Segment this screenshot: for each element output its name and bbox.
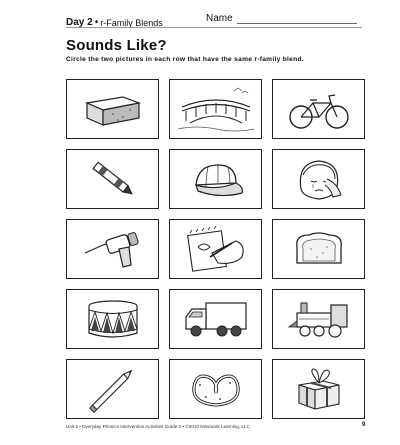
drum-icon <box>73 293 153 345</box>
truck-icon <box>176 293 256 345</box>
bread-icon <box>279 223 359 275</box>
picture-cell-bicycle[interactable] <box>272 79 365 139</box>
header-subtitle: r-Family Blends <box>100 18 163 28</box>
drill-icon <box>73 223 153 275</box>
instructions: Circle the two pictures in each row that have the same r-family blend. <box>66 56 304 63</box>
name-field-group <box>206 13 357 24</box>
picture-cell-girl-crying[interactable] <box>272 149 365 209</box>
header-rule <box>66 27 362 28</box>
picture-cell-crayon[interactable] <box>66 149 159 209</box>
name-label: Name <box>206 13 233 24</box>
picture-cell-bread[interactable] <box>272 219 365 279</box>
crayon-icon <box>73 153 153 205</box>
page-title: Sounds Like? <box>66 37 167 54</box>
drawing-hand-icon <box>176 223 256 275</box>
day-label: Day 2 <box>66 17 93 28</box>
picture-cell-drill[interactable] <box>66 219 159 279</box>
picture-cell-brick[interactable] <box>66 79 159 139</box>
present-icon <box>279 363 359 415</box>
header-separator: • <box>94 17 99 28</box>
brick-icon <box>73 83 153 135</box>
pencil-icon <box>73 363 153 415</box>
picture-grid <box>66 79 365 419</box>
girl-crying-icon <box>279 153 359 205</box>
cap-icon <box>176 153 256 205</box>
picture-cell-train[interactable] <box>272 289 365 349</box>
footer: Unit 2 • Everyday Phonics Intervention Activities Grade 2 • ©2010 Newmark Learning, LLC <box>66 424 250 429</box>
header <box>66 10 362 28</box>
picture-cell-present[interactable] <box>272 359 365 419</box>
picture-cell-pretzel[interactable] <box>169 359 262 419</box>
picture-cell-pencil[interactable] <box>66 359 159 419</box>
picture-cell-cap[interactable] <box>169 149 262 209</box>
page-number: 9 <box>362 422 366 428</box>
picture-cell-truck[interactable] <box>169 289 262 349</box>
train-icon <box>279 293 359 345</box>
pretzel-icon <box>176 363 256 415</box>
name-line[interactable] <box>237 13 357 24</box>
picture-cell-drum[interactable] <box>66 289 159 349</box>
picture-cell-bridge[interactable] <box>169 79 262 139</box>
bicycle-icon <box>279 83 359 135</box>
picture-cell-drawing-hand[interactable] <box>169 219 262 279</box>
bridge-icon <box>176 83 256 135</box>
